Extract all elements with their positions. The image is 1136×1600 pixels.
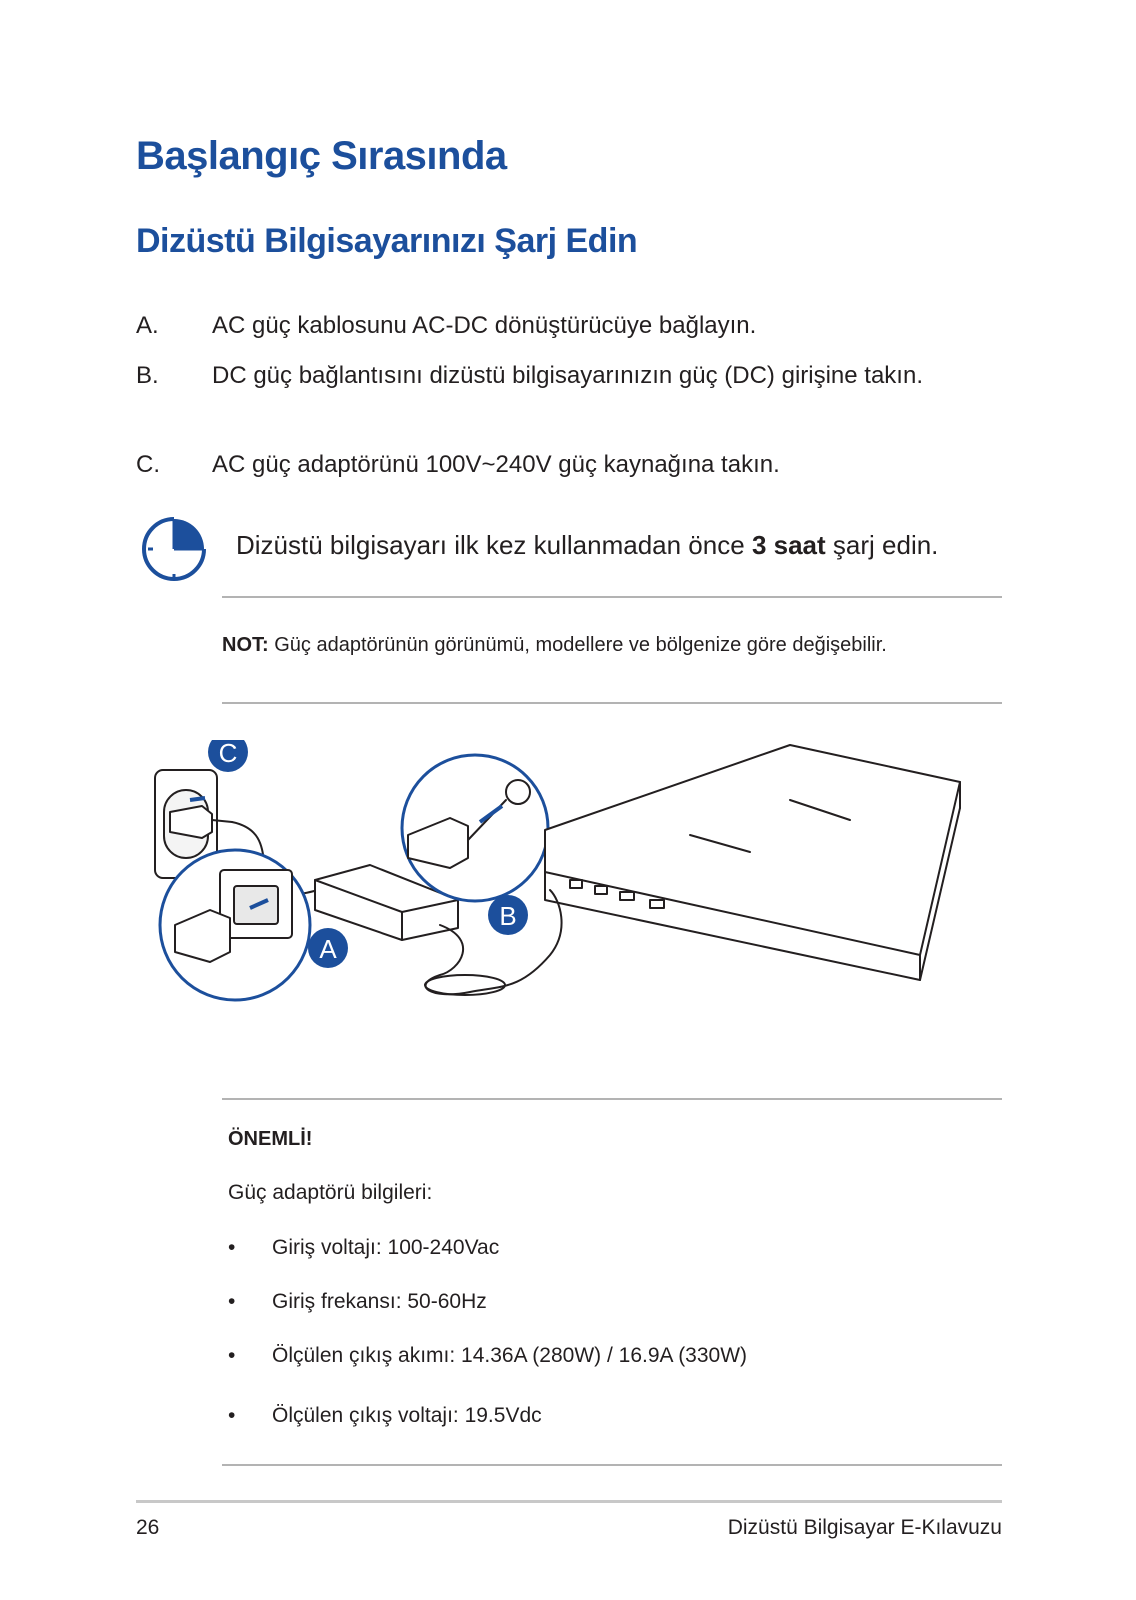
- callout-label: B: [499, 901, 517, 931]
- note: [222, 628, 982, 662]
- step-text: AC güç kablosunu AC-DC dönüştürücüye bağlayın.: [212, 312, 757, 339]
- list-item-text: Ölçülen çıkış akımı: 14.36A (280W) / 16.9A (330W): [272, 1344, 748, 1367]
- manual-title: Dizüstü Bilgisayar E-Kılavuzu: [727, 1516, 1002, 1539]
- bullet-dot: •: [228, 1290, 236, 1313]
- page-number: 26: [136, 1516, 160, 1539]
- note-label: NOT:: [222, 634, 269, 656]
- list-item-text: Giriş frekansı: 50-60Hz: [272, 1290, 487, 1313]
- callout-b: [488, 895, 528, 935]
- clock-icon: [138, 513, 210, 585]
- divider: [222, 1098, 1002, 1100]
- bullet-dot: •: [228, 1344, 236, 1367]
- bullet-dot: •: [228, 1404, 236, 1427]
- charge-tip-after: şarj edin.: [832, 530, 939, 560]
- charging-illustration: [150, 740, 1000, 1030]
- charge-tip: [236, 530, 938, 561]
- step-label: A.: [136, 312, 159, 339]
- note-text: Güç adaptörünün görünümü, modellere ve bölgenize göre değişebilir.: [274, 634, 887, 656]
- step-label: B.: [136, 362, 159, 389]
- charge-tip-hours: 3 saat: [751, 530, 826, 560]
- list-item-text: Giriş voltajı: 100-240Vac: [272, 1236, 500, 1259]
- callout-label: C: [218, 740, 238, 768]
- divider: [222, 596, 1002, 598]
- important-intro: Güç adaptörü bilgileri:: [228, 1181, 433, 1204]
- divider: [222, 702, 1002, 704]
- section-title: Dizüstü Bilgisayarınızı Şarj Edin: [136, 222, 638, 260]
- step-c: [136, 447, 1036, 483]
- step-text: AC güç adaptörünü 100V~240V güç kaynağına takın.: [212, 451, 780, 478]
- page-title: Başlangıç Sırasında: [136, 134, 507, 178]
- important-title: ÖNEMLİ!: [228, 1128, 313, 1150]
- charge-tip-before: Dizüstü bilgisayarı ilk kez kullanmadan önce: [236, 530, 745, 560]
- callout-c: [208, 740, 248, 772]
- callout-a: [308, 928, 348, 968]
- step-label: C.: [136, 451, 160, 478]
- step-a: [136, 308, 1036, 344]
- step-text: DC güç bağlantısını dizüstü bilgisayarınızın güç (DC) girişine takın.: [212, 362, 923, 389]
- bullet-dot: •: [228, 1236, 236, 1259]
- callout-label: A: [319, 934, 337, 964]
- list-item-text: Ölçülen çıkış voltajı: 19.5Vdc: [272, 1404, 542, 1427]
- footer-rule: [136, 1500, 1002, 1503]
- divider: [222, 1464, 1002, 1466]
- step-b: [136, 358, 1036, 430]
